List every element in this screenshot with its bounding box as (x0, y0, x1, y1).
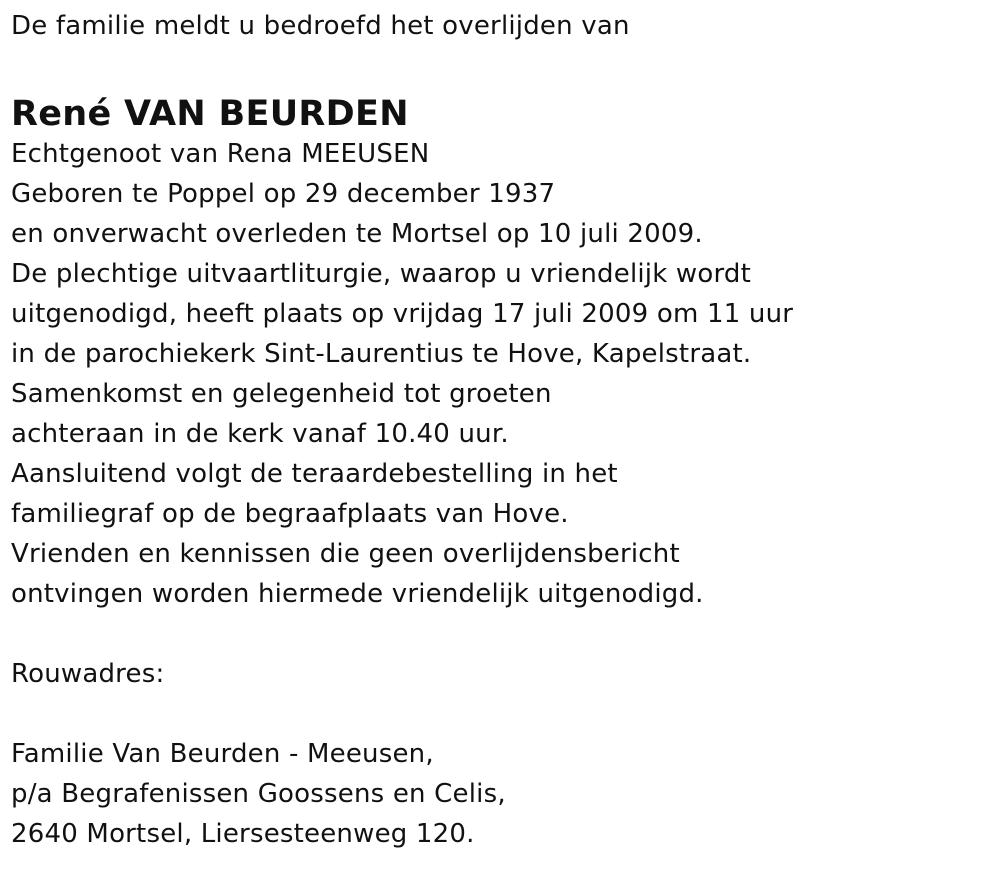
body-line: Vrienden en kennissen die geen overlijdensbericht (11, 539, 680, 569)
body-line: Geboren te Poppel op 29 december 1937 (11, 179, 556, 209)
body-line: achteraan in de kerk vanaf 10.40 uur. (11, 419, 509, 449)
body-line: Echtgenoot van Rena MEEUSEN (11, 139, 430, 169)
death-notice (11, 6, 981, 854)
body-line: Samenkomst en gelegenheid tot groeten (11, 379, 552, 409)
body-line: in de parochiekerk Sint-Laurentius te Hove, Kapelstraat. (11, 339, 752, 369)
body-line: ontvingen worden hiermede vriendelijk uitgenodigd. (11, 579, 704, 609)
spacer (11, 46, 981, 86)
address-line: p/a Begrafenissen Goossens en Celis, (11, 779, 506, 809)
body-line: uitgenodigd, heeft plaats op vrijdag 17 juli 2009 om 11 uur (11, 299, 794, 329)
address-line: Familie Van Beurden - Meeusen, (11, 739, 434, 769)
intro-text: De familie meldt u bedroefd het overlijden van (11, 11, 630, 41)
body-line: familiegraf op de begraafplaats van Hove. (11, 499, 569, 529)
body-line: en onverwacht overleden te Mortsel op 10 juli 2009. (11, 219, 703, 249)
spacer (11, 694, 981, 734)
body-line: De plechtige uitvaartliturgie, waarop u vriendelijk wordt (11, 259, 752, 289)
spacer (11, 614, 981, 654)
address-label: Rouwadres: (11, 659, 165, 689)
body-line: Aansluitend volgt de teraardebestelling in het (11, 459, 618, 489)
deceased-name: René VAN BEURDEN (11, 94, 409, 134)
address-line: 2640 Mortsel, Liersesteenweg 120. (11, 819, 475, 849)
